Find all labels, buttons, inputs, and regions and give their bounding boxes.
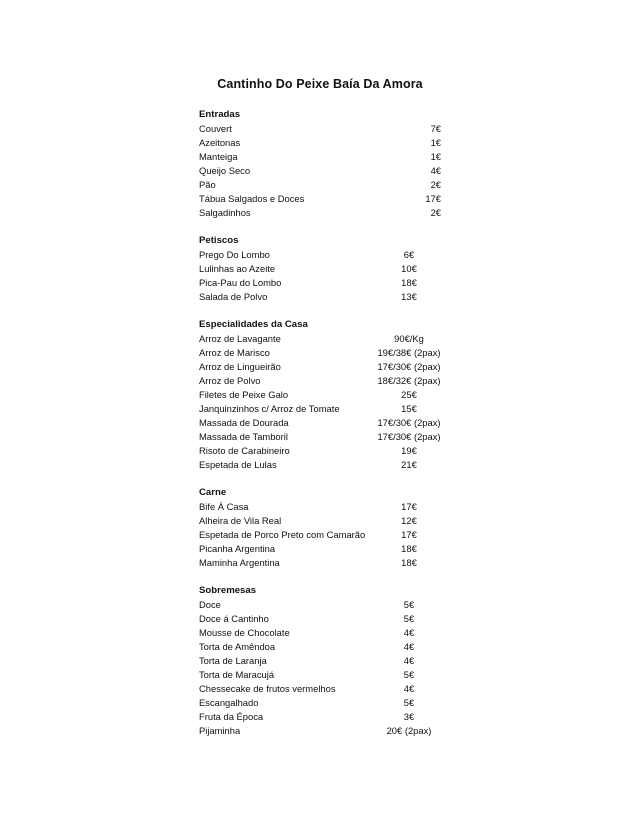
item-price: 5€ [403, 599, 415, 610]
item-price: 4€ [430, 165, 441, 176]
item-price: 3€ [403, 711, 415, 722]
menu-item [199, 528, 459, 542]
item-name: Manteiga [199, 151, 238, 162]
menu-item [199, 122, 441, 136]
menu-item [199, 626, 459, 640]
item-name: Alheira de Vila Real [199, 515, 282, 526]
item-name: Massada de Dourada [199, 417, 289, 428]
menu-item [199, 178, 441, 192]
item-price: 19€/38€ (2pax) [377, 347, 441, 358]
menu-item [199, 542, 459, 556]
item-name: Torta de Maracujá [199, 669, 275, 680]
item-name: Bife Á Casa [199, 501, 249, 512]
item-name: Arroz de Marisco [199, 347, 270, 358]
item-name: Salada de Polvo [199, 291, 268, 302]
menu-item [199, 248, 459, 262]
item-price: 1€ [430, 151, 441, 162]
item-price: 17€ [401, 529, 417, 540]
item-price: 21€ [401, 459, 417, 470]
item-price: 4€ [403, 627, 415, 638]
menu-item [199, 360, 459, 374]
item-name: Massada de Tamboril [199, 431, 288, 442]
item-price: 1€ [430, 137, 441, 148]
item-name: Arroz de Lavagante [199, 333, 281, 344]
menu-item [199, 402, 459, 416]
section-heading: Entradas [199, 109, 241, 120]
item-name: Couvert [199, 123, 232, 134]
item-name: Prego Do Lombo [199, 249, 270, 260]
menu-item [199, 514, 459, 528]
item-price: 18€ [401, 277, 417, 288]
item-name: Lulinhas ao Azeite [199, 263, 276, 274]
menu-item [199, 290, 459, 304]
item-name: Queijo Seco [199, 165, 251, 176]
item-price: 18€/32€ (2pax) [377, 375, 441, 386]
item-name: Doce á Cantinho [199, 613, 269, 624]
item-price: 15€ [401, 403, 417, 414]
item-price: 4€ [403, 683, 415, 694]
item-price: 17€ [401, 501, 417, 512]
menu-item [199, 416, 459, 430]
item-price: 17€/30€ (2pax) [377, 361, 441, 372]
item-price: 20€ (2pax) [386, 725, 432, 736]
page-title: Cantinho Do Peixe Baía Da Amora [217, 77, 423, 91]
item-price: 7€ [430, 123, 441, 134]
item-price: 5€ [403, 697, 415, 708]
item-price: 12€ [401, 515, 417, 526]
item-name: Salgadinhos [199, 207, 251, 218]
item-name: Arroz de Polvo [199, 375, 261, 386]
menu-item [199, 262, 459, 276]
item-price: 18€ [401, 557, 417, 568]
item-price: 5€ [403, 613, 415, 624]
section-especialidades [199, 318, 459, 472]
menu-item [199, 444, 459, 458]
item-price: 90€/Kg [394, 333, 424, 344]
item-price: 4€ [403, 655, 415, 666]
menu-item [199, 150, 441, 164]
menu-item [199, 640, 459, 654]
menu-item [199, 710, 459, 724]
menu-item [199, 682, 459, 696]
menu-item [199, 136, 441, 150]
menu-item [199, 206, 441, 220]
item-name: Picanha Argentina [199, 543, 276, 554]
item-price: 4€ [403, 641, 415, 652]
item-name: Arroz de Lingueirão [199, 361, 281, 372]
section-heading: Petiscos [199, 235, 239, 246]
section-petiscos [199, 234, 459, 304]
menu-item [199, 598, 459, 612]
item-name: Pica-Pau do Lombo [199, 277, 282, 288]
item-name: Torta de Amêndoa [199, 641, 276, 652]
item-price: 17€ [425, 193, 441, 204]
item-name: Janquinzinhos c/ Arroz de Tomate [199, 403, 340, 414]
item-name: Maminha Argentina [199, 557, 280, 568]
item-price: 6€ [403, 249, 415, 260]
item-price: 2€ [430, 207, 441, 218]
item-price: 5€ [403, 669, 415, 680]
menu-item [199, 276, 459, 290]
menu-item [199, 192, 441, 206]
menu-item [199, 556, 459, 570]
item-name: Azeitonas [199, 137, 241, 148]
item-name: Risoto de Carabineiro [199, 445, 290, 456]
item-name: Espetada de Lulas [199, 459, 277, 470]
item-price: 17€/30€ (2pax) [377, 417, 441, 428]
menu-item [199, 164, 441, 178]
menu-item [199, 724, 459, 738]
item-name: Pijaminha [199, 725, 241, 736]
menu-item [199, 374, 459, 388]
item-name: Tábua Salgados e Doces [199, 193, 305, 204]
item-name: Escangalhado [199, 697, 259, 708]
item-price: 25€ [401, 389, 417, 400]
menu-item [199, 332, 459, 346]
menu-item [199, 430, 459, 444]
menu-item [199, 654, 459, 668]
section-heading: Carne [199, 487, 227, 498]
item-price: 19€ [401, 445, 417, 456]
item-name: Filetes de Peixe Galo [199, 389, 289, 400]
section-carne [199, 486, 459, 570]
item-price: 10€ [401, 263, 417, 274]
item-name: Doce [199, 599, 221, 610]
menu-item [199, 458, 459, 472]
menu-item [199, 612, 459, 626]
item-name: Fruta da Época [199, 711, 264, 722]
item-price: 2€ [430, 179, 441, 190]
item-name: Pão [199, 179, 216, 190]
item-name: Chessecake de frutos vermelhos [199, 683, 336, 694]
section-heading: Especialidades da Casa [199, 319, 308, 330]
section-heading: Sobremesas [199, 585, 257, 596]
item-price: 17€/30€ (2pax) [377, 431, 441, 442]
item-name: Torta de Laranja [199, 655, 267, 666]
item-price: 13€ [401, 291, 417, 302]
menu-item [199, 346, 459, 360]
menu-item [199, 500, 459, 514]
menu-item [199, 668, 459, 682]
menu-item [199, 388, 459, 402]
item-price: 18€ [401, 543, 417, 554]
item-name: Mousse de Chocolate [199, 627, 290, 638]
section-entradas [199, 108, 441, 220]
item-name: Espetada de Porco Preto com Camarão [199, 529, 366, 540]
section-sobremesas [199, 584, 459, 738]
menu-item [199, 696, 459, 710]
